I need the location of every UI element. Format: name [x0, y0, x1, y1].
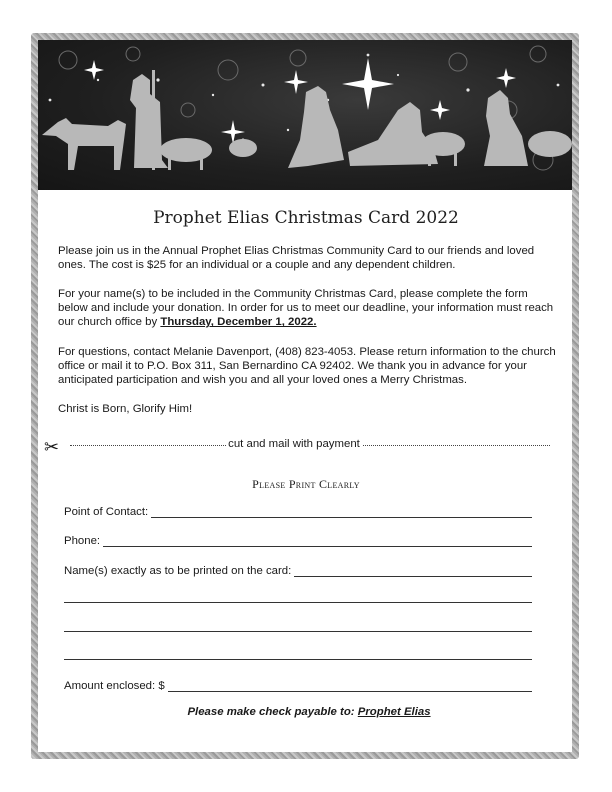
point-of-contact-label: Point of Contact:	[64, 506, 149, 518]
instructions-paragraph	[58, 287, 556, 330]
cut-instruction-text: cut and mail with payment	[228, 438, 360, 450]
payable-prefix: Please make check payable to:	[187, 706, 355, 718]
phone-line[interactable]	[103, 534, 532, 547]
names-line-4[interactable]	[64, 659, 532, 660]
phone-field[interactable]	[64, 531, 532, 547]
names-line[interactable]	[294, 564, 532, 577]
amount-label: Amount enclosed: $	[64, 680, 165, 692]
nativity-banner	[38, 40, 572, 190]
contact-paragraph: For questions, contact Melanie Davenport, (408) 823-4053. Please return information to the church office or mail it to P.O. Box 311, San Bernardino CA 92402. We thank you in advance for your anticipated participation and wish you and all your loved ones a Merry Christmas.	[58, 346, 556, 387]
payable-note	[0, 706, 612, 718]
instructions-text: For your name(s) to be included in the Community Christmas Card, please complete the form below and include your donation. In order for us to meet our deadline, your information must reach our church office by	[58, 288, 554, 329]
point-of-contact-field[interactable]	[64, 502, 532, 518]
names-label: Name(s) exactly as to be printed on the card:	[64, 565, 292, 577]
cut-instruction	[44, 438, 544, 450]
payee-name: Prophet Elias	[357, 706, 431, 718]
form-heading: Please Print Clearly	[252, 477, 360, 491]
scissors-icon: ✂	[44, 437, 60, 458]
cut-line	[44, 437, 554, 460]
nativity-illustration	[38, 40, 572, 190]
deadline-date: Thursday, December 1, 2022.	[160, 316, 317, 329]
page-title: Prophet Elias Christmas Card 2022	[153, 208, 459, 228]
names-line-3[interactable]	[64, 631, 532, 632]
greeting-paragraph: Christ is Born, Glorify Him!	[58, 403, 193, 415]
point-of-contact-line[interactable]	[151, 505, 532, 518]
amount-field[interactable]	[64, 676, 532, 692]
amount-line[interactable]	[168, 679, 532, 692]
phone-label: Phone:	[64, 535, 101, 547]
intro-paragraph: Please join us in the Annual Prophet Elias Christmas Community Card to our friends and loved ones. The cost is $25 for an individual or a couple and any dependent children.	[58, 245, 535, 272]
names-line-2[interactable]	[64, 602, 532, 603]
names-field[interactable]	[64, 561, 532, 577]
